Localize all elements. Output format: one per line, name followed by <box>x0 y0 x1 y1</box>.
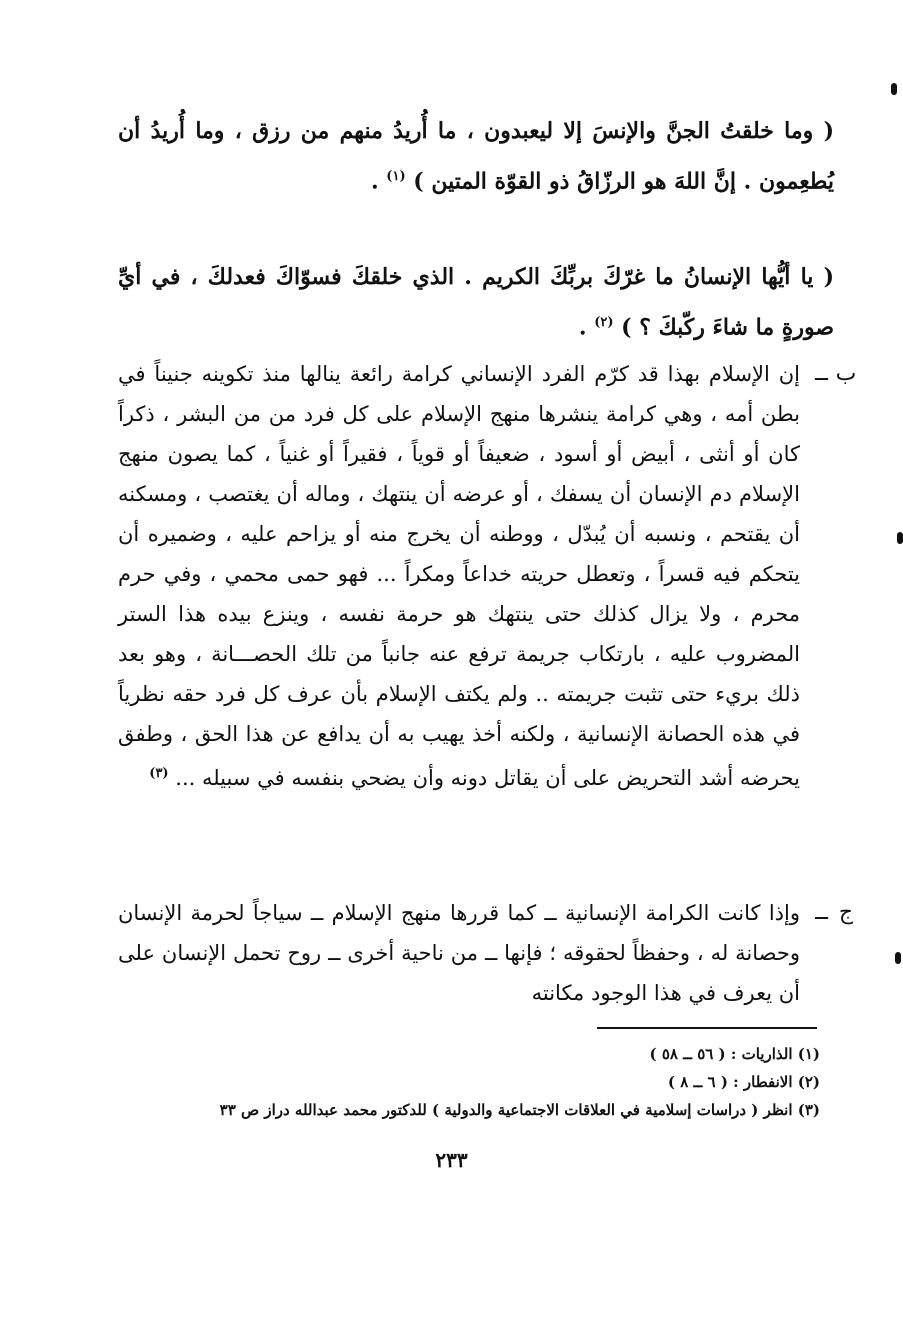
item-paragraph <box>118 893 800 1013</box>
list-item-b <box>118 354 857 798</box>
item-letter: ب <box>835 361 857 386</box>
quran-quote-2 <box>118 254 834 350</box>
footnote-divider <box>597 1027 817 1029</box>
page-number: ٢٣٣ <box>435 1148 468 1172</box>
quote-end: . <box>370 168 379 195</box>
item-dash: ــ <box>815 361 828 386</box>
paragraph-text: وإذا كانت الكرامة الإنسانية ــ كما قررها منهج الإسلام ــ سياجاً لحرمة الإنسان وحصانة له ، وحفظاً لحقوقه ؛ فإنها ــ من ناحية أخرى ــ روح تحمل الإنسان على أن يعرف في هذا الوجود مكانته <box>118 901 800 1005</box>
footnote-ref-3: (٣) <box>149 766 169 781</box>
quote-text: ( وما خلقتُ الجنَّ والإنسَ إلا ليعبدون ، ما أُريدُ منهم من رزق ، وما أُريدُ أن يُطعِمون . إنَّ اللهَ هو الرزّاقُ ذو القوّة المتين ) <box>118 118 834 195</box>
list-item-c <box>118 893 854 1013</box>
item-paragraph <box>118 354 800 798</box>
footnote-ref-2: (٢) <box>594 315 614 330</box>
footnotes <box>150 1040 820 1124</box>
item-letter: ج <box>838 900 854 925</box>
footnote-ref-1: (١) <box>386 169 406 184</box>
paragraph-text: إن الإسلام بهذا قد كرّم الفرد الإنساني كرامة رائعة ينالها منذ تكوينه جنيناً في بطن أمه ، وهي كرامة ينشرها منهج الإسلام على كل فرد من من البشر ، ذكراً كان أو أنثى ، أبيض أو أسود ، ضعيفاً أو قوياً ، فقيراً أو غنياً ، كما يصون منهج الإسلام دم الإنسان أن يسفك ، أو عرضه أن ينتهك ، وماله أن يغتصب ، ومسكنه أن يقتحم ، ونسبه أن يُبدّل ، ووطنه أن يخرج منه أو يزاحم عليه ، وضميره أن يتحكم فيه قسراً ، وتعطل حريته خداعاً ومكراً ... فهو حمى محمي ، وفي حرم محرم ، ولا يزال كذلك حتى ينتهك هو حرمة نفسه ، وينزع بيده هذا الستر المضروب عليه ، بارتكاب جريمة ترفع عنه جانباً من تلك الحصـــانة ، وهو بعد ذلك بريء حتى تثبت جريمته .. ولم يكتف الإسلام بأن عرف كل فرد حقه نظرياً في هذه الحصانة الإنسانية ، ولكنه أخذ يهيب به أن يدافع عن هذا الحق ، وطفق يحرضه أشد التحريض على أن يقاتل دونه وأن يضحي بنفسه في سبيله ... <box>118 362 801 790</box>
footnote-3: (٣) انظر ( دراسات إسلامية في العلاقات الاجتماعية والدولية ) للدكتور محمد عبدالله دراز ص ٣٣ <box>219 1101 820 1119</box>
footnote-1: (١) الذاريات : ( ٥٦ ــ ٥٨ ) <box>649 1045 820 1063</box>
binding-mark <box>895 952 901 964</box>
quran-quote-1 <box>118 108 834 204</box>
footnote-2: (٢) الانفطار : ( ٦ ــ ٨ ) <box>667 1073 820 1091</box>
binding-mark <box>891 83 897 95</box>
quote-end: . <box>578 314 587 341</box>
binding-mark <box>897 532 903 544</box>
item-dash: ــ <box>815 900 828 925</box>
quote-text: ( يا أيُّها الإنسانُ ما غرّكَ بربِّكَ الكريم . الذي خلقكَ فسوّاكَ فعدلكَ ، في أيِّ صورةٍ ما شاءَ ركّبكَ ؟ ) <box>118 264 834 341</box>
